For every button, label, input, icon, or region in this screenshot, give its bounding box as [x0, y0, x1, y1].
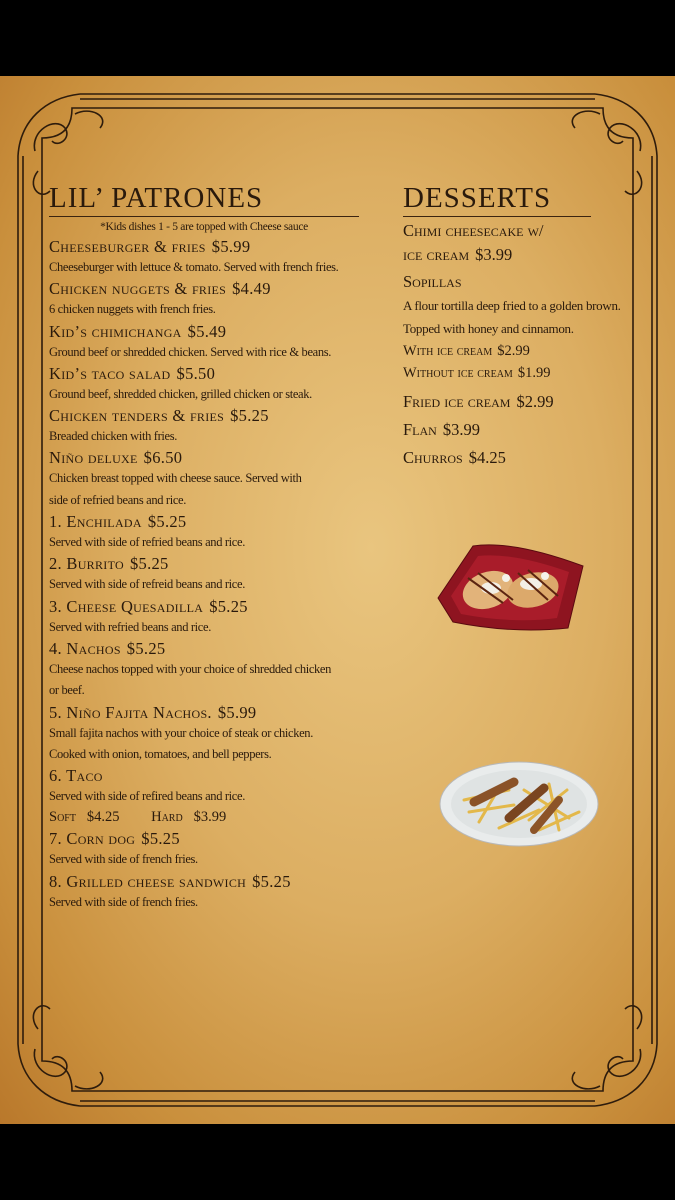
- menu-item: [49, 828, 359, 870]
- item-title: 2. Burrito: [49, 554, 124, 574]
- menu-item: [49, 702, 359, 766]
- dessert-chimi-price: $3.99: [475, 244, 513, 264]
- corn-dog-fries-photo: [439, 760, 599, 848]
- title-divider: [403, 216, 591, 217]
- dessert-sopillas-desc-2: Topped with honey and cinnamon.: [403, 320, 574, 336]
- item-description: Cheese nachos topped with your choice of shredded chicken: [49, 661, 332, 676]
- menu-item: [49, 321, 359, 363]
- item-title: Kid’s chimichanga: [49, 321, 182, 341]
- desserts-title: DESSERTS: [403, 182, 552, 214]
- without-ice-cream-price: $1.99: [517, 364, 551, 381]
- chimi-cheesecake-photo: [433, 538, 588, 636]
- item-name: [49, 405, 359, 426]
- dessert-price: $4.25: [468, 447, 506, 467]
- dessert-item: [403, 388, 643, 416]
- dessert-chimi-name-2: ice cream: [403, 244, 470, 264]
- item-description: Small fajita nachos with your choice of steak or chicken.: [49, 725, 313, 740]
- sopillas-with-ice-cream: [403, 340, 643, 362]
- sopillas-without-ice-cream: [403, 362, 643, 384]
- menu-item: [49, 553, 359, 595]
- item-price: $6.50: [143, 448, 183, 468]
- item-name: [49, 363, 359, 384]
- taco-soft-price: $4.25: [86, 809, 120, 826]
- taco-options: [49, 807, 359, 828]
- item-price: $4.49: [232, 279, 271, 299]
- item-price: $5.49: [187, 321, 227, 341]
- item-name: [49, 511, 359, 532]
- item-price: $5.99: [211, 237, 251, 256]
- menu-item: [49, 447, 359, 511]
- item-price: $5.50: [176, 363, 216, 383]
- item-description: 6 chicken nuggets with french fries.: [49, 302, 216, 317]
- without-ice-cream-label: Without ice cream: [403, 364, 513, 381]
- desserts-section: [403, 180, 643, 472]
- item-description: Served with side of refreid beans and rice.: [49, 577, 245, 592]
- menu-page: [0, 76, 675, 1124]
- item-name: [49, 553, 359, 574]
- item-title: 4. Nachos: [49, 638, 121, 658]
- dessert-price: $2.99: [516, 391, 554, 411]
- menu-item: [49, 363, 359, 405]
- item-price: $5.25: [129, 554, 169, 574]
- dessert-price: $3.99: [442, 419, 480, 439]
- item-name: [49, 278, 359, 299]
- title-divider: [49, 216, 359, 217]
- dessert-name: Flan: [403, 419, 437, 439]
- item-price: $5.25: [126, 638, 166, 658]
- item-name: [49, 828, 359, 849]
- menu-item: [49, 278, 359, 320]
- item-name: 6. Taco: [49, 766, 103, 786]
- item-description: or beef.: [49, 683, 85, 698]
- item-description: Breaded chicken with fries.: [49, 429, 177, 444]
- item-description: Served with side of refried beans and rice.: [49, 535, 245, 550]
- menu-item: [49, 236, 359, 278]
- dessert-sopillas-name: Sopillas: [403, 272, 462, 291]
- dessert-item: [403, 444, 643, 472]
- dessert-sopillas-desc-1: A flour tortilla deep fried to a golden brown.: [403, 297, 621, 313]
- item-title: 7. Corn dog: [49, 829, 136, 849]
- taco-hard-price: $3.99: [193, 809, 227, 826]
- item-description: Cheeseburger with lettuce & tomato. Served with french fries.: [49, 260, 339, 274]
- kids-note: *Kids dishes 1 - 5 are topped with Cheese sauce: [100, 221, 308, 233]
- item-title: Niño deluxe: [49, 448, 138, 468]
- item-description: Cooked with onion, tomatoes, and bell peppers.: [49, 746, 272, 761]
- item-title: Chicken nuggets & fries: [49, 279, 227, 299]
- item-description: Served with side of french fries.: [49, 894, 198, 909]
- dessert-name: Churros: [403, 447, 463, 467]
- item-description: Ground beef or shredded chicken. Served with rice & beans.: [49, 344, 332, 359]
- item-name: [49, 236, 359, 257]
- item-price: $5.25: [209, 596, 248, 616]
- dessert-other-list: [403, 388, 643, 472]
- item-price: $5.25: [252, 871, 291, 891]
- dessert-item: [403, 416, 643, 444]
- kids-menu-title: LIL’ PATRONES: [49, 182, 264, 214]
- item-title: 3. Cheese Quesadilla: [49, 596, 204, 616]
- item-name: [49, 447, 359, 468]
- kids-menu-section: [49, 180, 359, 913]
- item-title: Chicken tenders & fries: [49, 406, 225, 426]
- item-name: [49, 871, 359, 892]
- dessert-name: Fried ice cream: [403, 391, 511, 411]
- item-name: [49, 321, 359, 342]
- item-price: $5.99: [217, 702, 257, 722]
- menu-item: [49, 511, 359, 553]
- dessert-chimi-name: Chimi cheesecake w/: [403, 221, 544, 240]
- item-name: [49, 596, 359, 617]
- item-description: Served with side of refired beans and rice.: [49, 789, 245, 804]
- item-price: $5.25: [147, 512, 187, 532]
- dessert-chimi-line2: [403, 243, 643, 267]
- with-ice-cream-label: With ice cream: [403, 342, 493, 359]
- item-name: [49, 702, 359, 723]
- item-description: Served with refried beans and rice.: [49, 619, 211, 634]
- item-description: Chicken breast topped with cheese sauce. Served with: [49, 471, 302, 486]
- item-title: Cheeseburger & fries: [49, 237, 206, 256]
- item-title: 1. Enchilada: [49, 512, 142, 532]
- taco-soft-label: Soft: [49, 809, 76, 826]
- menu-item-taco: [49, 765, 359, 828]
- item-title: Kid’s taco salad: [49, 363, 171, 383]
- menu-item: [49, 596, 359, 638]
- kids-item-list: [49, 236, 359, 765]
- menu-item: [49, 405, 359, 447]
- item-title: 5. Niño Fajita Nachos.: [49, 702, 212, 722]
- item-price: $5.25: [230, 406, 269, 426]
- item-price: $5.25: [141, 829, 180, 849]
- item-description: Served with side of french fries.: [49, 852, 198, 867]
- item-title: 8. Grilled cheese sandwich: [49, 871, 247, 891]
- menu-item: [49, 638, 359, 702]
- item-name: [49, 638, 359, 659]
- kids-item-list-2: [49, 828, 359, 913]
- with-ice-cream-price: $2.99: [497, 342, 530, 359]
- item-description: side of refried beans and rice.: [49, 492, 186, 507]
- menu-item: [49, 871, 359, 913]
- item-description: Ground beef, shredded chicken, grilled chicken or steak.: [49, 386, 312, 401]
- taco-hard-label: Hard: [151, 809, 183, 826]
